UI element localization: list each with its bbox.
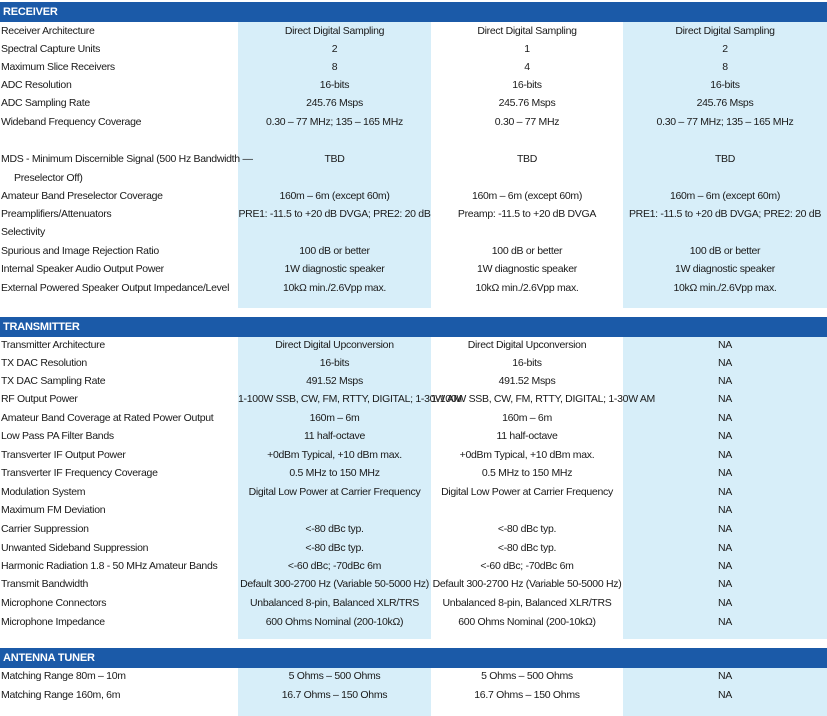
spec-value-model-3: 10kΩ min./2.6Vpp max. — [673, 282, 777, 294]
spec-row — [0, 560, 827, 578]
spec-row — [0, 467, 827, 485]
spec-value-model-2: 10kΩ min./2.6Vpp max. — [475, 282, 579, 294]
spec-value-model-2: 100 dB or better — [491, 245, 563, 257]
spec-value-model-3: TBD — [714, 153, 736, 165]
spec-value-model-1: 600 Ohms Nominal (200-10kΩ) — [265, 616, 404, 628]
spec-value-model-1: TBD — [324, 153, 345, 165]
section-header-transmitter: TRANSMITTER — [0, 317, 827, 337]
spec-row — [0, 116, 827, 134]
spec-value-model-2: <-60 dBc; -70dBc 6m — [480, 560, 574, 572]
spec-value-model-1: 1W diagnostic speaker — [284, 263, 385, 275]
spec-value-model-2: <-80 dBc typ. — [497, 523, 557, 535]
spec-row — [0, 393, 827, 411]
spec-value-model-3: 160m – 6m (except 60m) — [669, 190, 781, 202]
spec-value-model-2: 600 Ohms Nominal (200-10kΩ) — [458, 616, 596, 628]
spec-row — [0, 670, 827, 688]
spec-value-model-3: NA — [718, 412, 732, 424]
spec-row — [0, 578, 827, 596]
spec-label: Carrier Suppression — [1, 523, 89, 535]
section-header-receiver: RECEIVER — [0, 2, 827, 22]
spec-value-model-2: TBD — [516, 153, 538, 165]
spec-value-model-3: 245.76 Msps — [696, 97, 754, 109]
spec-value-model-1: 2 — [331, 43, 338, 55]
section-header-antenna-tuner: ANTENNA TUNER — [0, 648, 827, 668]
spec-value-model-2: 245.76 Msps — [498, 97, 556, 109]
spec-label: MDS - Minimum Discernible Signal (500 Hz Bandwidth — — [1, 153, 253, 165]
spec-row — [0, 357, 827, 375]
spec-value-model-1: Unbalanced 8-pin, Balanced XLR/TRS — [250, 597, 419, 609]
spec-value-model-3: NA — [718, 504, 732, 516]
spec-row — [0, 486, 827, 504]
spec-row — [0, 135, 827, 153]
spec-value-model-1: Digital Low Power at Carrier Frequency — [248, 486, 421, 498]
spec-value-model-1: 0.5 MHz to 150 MHz — [289, 467, 380, 479]
spec-sublabel: Preselector Off) — [14, 172, 83, 184]
spec-value-model-3: 2 — [722, 43, 728, 55]
spec-label: Preamplifiers/Attenuators — [1, 208, 112, 220]
spec-value-model-1: +0dBm Typical, +10 dBm max. — [267, 449, 402, 461]
spec-row — [0, 430, 827, 448]
spec-value-model-1: <-80 dBc typ. — [305, 523, 364, 535]
spec-value-model-3: NA — [718, 560, 732, 572]
spec-row — [0, 449, 827, 467]
spec-label: Transmit Bandwidth — [1, 578, 88, 590]
spec-value-model-2: 4 — [524, 61, 530, 73]
spec-row — [0, 597, 827, 615]
spec-value-model-2: Unbalanced 8-pin, Balanced XLR/TRS — [442, 597, 612, 609]
spec-row — [0, 523, 827, 541]
spec-value-model-1: <-80 dBc typ. — [305, 542, 364, 554]
spec-label: Maximum FM Deviation — [1, 504, 106, 516]
spec-value-model-3: NA — [718, 542, 732, 554]
spec-value-model-1: 16-bits — [319, 79, 350, 91]
spec-label: Harmonic Radiation 1.8 - 50 MHz Amateur Bands — [1, 560, 218, 572]
spec-value-model-3: 1W diagnostic speaker — [675, 263, 775, 275]
spec-row — [0, 43, 827, 61]
spec-row — [0, 282, 827, 300]
spec-row — [0, 245, 827, 263]
spec-label: Wideband Frequency Coverage — [1, 116, 142, 128]
spec-label: Receiver Architecture — [1, 25, 95, 37]
spec-value-model-3: Direct Digital Sampling — [675, 25, 775, 37]
spec-value-model-2: Preamp: -11.5 to +20 dB DVGA — [457, 208, 597, 220]
spec-value-model-1: 16.7 Ohms – 150 Ohms — [281, 689, 388, 701]
spec-value-model-3: NA — [718, 339, 732, 351]
spec-value-model-3: NA — [718, 616, 732, 628]
spec-value-model-1: 160m – 6m (except 60m) — [279, 190, 390, 202]
spec-value-model-3: NA — [718, 597, 732, 609]
spec-label: Unwanted Sideband Suppression — [1, 542, 149, 554]
spec-label: Modulation System — [1, 486, 86, 498]
spec-value-model-2: 491.52 Msps — [498, 375, 556, 387]
spec-label: ADC Resolution — [1, 79, 72, 91]
spec-label: TX DAC Resolution — [1, 357, 87, 369]
spec-value-model-3: 16-bits — [710, 79, 740, 91]
spec-row — [0, 97, 827, 115]
spec-label: Spurious and Image Rejection Ratio — [1, 245, 159, 257]
spec-value-model-2: 1W diagnostic speaker — [477, 263, 577, 275]
spec-value-model-3: NA — [718, 430, 732, 442]
spec-label: Maximum Slice Receivers — [1, 61, 115, 73]
spec-label: Matching Range 160m, 6m — [1, 689, 121, 701]
spec-row — [0, 339, 827, 357]
spec-label: TX DAC Sampling Rate — [1, 375, 106, 387]
spec-value-model-1: 10kΩ min./2.6Vpp max. — [282, 282, 387, 294]
spec-row — [0, 208, 827, 226]
spec-value-model-2: Direct Digital Upconversion — [467, 339, 587, 351]
spec-row — [0, 61, 827, 79]
spec-row — [0, 616, 827, 634]
spec-row — [0, 375, 827, 393]
spec-value-model-3: NA — [718, 467, 732, 479]
spec-value-model-1: 491.52 Msps — [306, 375, 363, 387]
spec-value-model-3: PRE1: -11.5 to +20 dB DVGA; PRE2: 20 dB — [628, 208, 822, 220]
spec-value-model-1: 11 half-octave — [304, 430, 365, 442]
spec-row — [0, 190, 827, 208]
spec-value-model-1: Default 300-2700 Hz (Variable 50-5000 Hz) — [240, 578, 429, 590]
spec-label: Amateur Band Preselector Coverage — [1, 190, 163, 202]
spec-value-model-2: +0dBm Typical, +10 dBm max. — [459, 449, 595, 461]
spec-value-model-3: NA — [718, 523, 732, 535]
spec-label: Low Pass PA Filter Bands — [1, 430, 114, 442]
spec-value-model-3: NA — [718, 375, 732, 387]
spec-value-model-2: Digital Low Power at Carrier Frequency — [441, 486, 613, 498]
spec-value-model-3: NA — [718, 393, 732, 405]
spec-value-model-2: 11 half-octave — [496, 430, 558, 442]
spec-value-model-1: 16-bits — [319, 357, 350, 369]
spec-value-model-3: NA — [718, 670, 732, 682]
spec-value-model-3: NA — [718, 449, 732, 461]
spec-label: External Powered Speaker Output Impedance/Level — [1, 282, 230, 294]
spec-value-model-2: 160m – 6m (except 60m) — [471, 190, 583, 202]
spec-value-model-1: Direct Digital Upconversion — [275, 339, 394, 351]
spec-label: Transmitter Architecture — [1, 339, 105, 351]
spec-value-model-1: 5 Ohms – 500 Ohms — [288, 670, 381, 682]
spec-row — [0, 79, 827, 97]
spec-label: Matching Range 80m – 10m — [1, 670, 126, 682]
spec-value-model-1: <-60 dBc; -70dBc 6m — [287, 560, 382, 572]
spec-value-model-2: Direct Digital Sampling — [477, 25, 577, 37]
spec-row — [0, 153, 827, 184]
spec-value-model-1: 100 dB or better — [299, 245, 370, 257]
spec-value-model-3: 8 — [722, 61, 728, 73]
spec-value-model-1: 0.30 – 77 MHz; 135 – 165 MHz — [266, 116, 403, 128]
spec-label: Microphone Connectors — [1, 597, 107, 609]
spec-value-model-2: 5 Ohms – 500 Ohms — [481, 670, 573, 682]
spec-value-model-3: 0.30 – 77 MHz; 135 – 165 MHz — [656, 116, 794, 128]
spec-value-model-3: NA — [718, 486, 732, 498]
spec-label: RF Output Power — [1, 393, 78, 405]
spec-value-model-2: 0.5 MHz to 150 MHz — [481, 467, 573, 479]
spec-value-model-2: <-80 dBc typ. — [497, 542, 557, 554]
spec-value-model-1: 1-100W SSB, CW, FM, RTTY, DIGITAL; 1-30W AM — [238, 393, 462, 405]
spec-value-model-1: 245.76 Msps — [306, 97, 363, 109]
spec-value-model-2: Default 300-2700 Hz (Variable 50-5000 Hz) — [432, 578, 622, 590]
spec-value-model-1: Direct Digital Sampling — [284, 25, 385, 37]
spec-label: Amateur Band Coverage at Rated Power Output — [1, 412, 214, 424]
spec-value-model-2: 16-bits — [512, 357, 542, 369]
spec-label: Transverter IF Output Power — [1, 449, 126, 461]
spec-value-model-3: 100 dB or better — [689, 245, 761, 257]
spec-row — [0, 504, 827, 522]
spec-row — [0, 263, 827, 281]
spec-label: ADC Sampling Rate — [1, 97, 90, 109]
spec-row — [0, 412, 827, 430]
spec-value-model-2: 1-100W SSB, CW, FM, RTTY, DIGITAL; 1-30W AM — [431, 393, 655, 405]
spec-label: Internal Speaker Audio Output Power — [1, 263, 164, 275]
spec-value-model-2: 1 — [524, 43, 530, 55]
spec-value-model-1: 160m – 6m — [309, 412, 360, 424]
spec-value-model-2: 16-bits — [512, 79, 542, 91]
spec-label: Microphone Impedance — [1, 616, 105, 628]
spec-value-model-2: 16.7 Ohms – 150 Ohms — [474, 689, 580, 701]
spec-row — [0, 689, 827, 707]
spec-label: Transverter IF Frequency Coverage — [1, 467, 158, 479]
spec-label: Spectral Capture Units — [1, 43, 101, 55]
spec-value-model-3: NA — [718, 689, 732, 701]
spec-value-model-3: NA — [718, 578, 732, 590]
spec-value-model-1: PRE1: -11.5 to +20 dB DVGA; PRE2: 20 dB — [238, 208, 431, 220]
spec-value-model-3: NA — [718, 357, 732, 369]
spec-value-model-2: 0.30 – 77 MHz — [494, 116, 560, 128]
spec-row — [0, 25, 827, 43]
spec-row — [0, 542, 827, 560]
spec-value-model-1: 8 — [331, 61, 338, 73]
spec-label: Selectivity — [1, 226, 45, 238]
spec-value-model-2: 160m – 6m — [502, 412, 552, 424]
spec-row — [0, 226, 827, 244]
